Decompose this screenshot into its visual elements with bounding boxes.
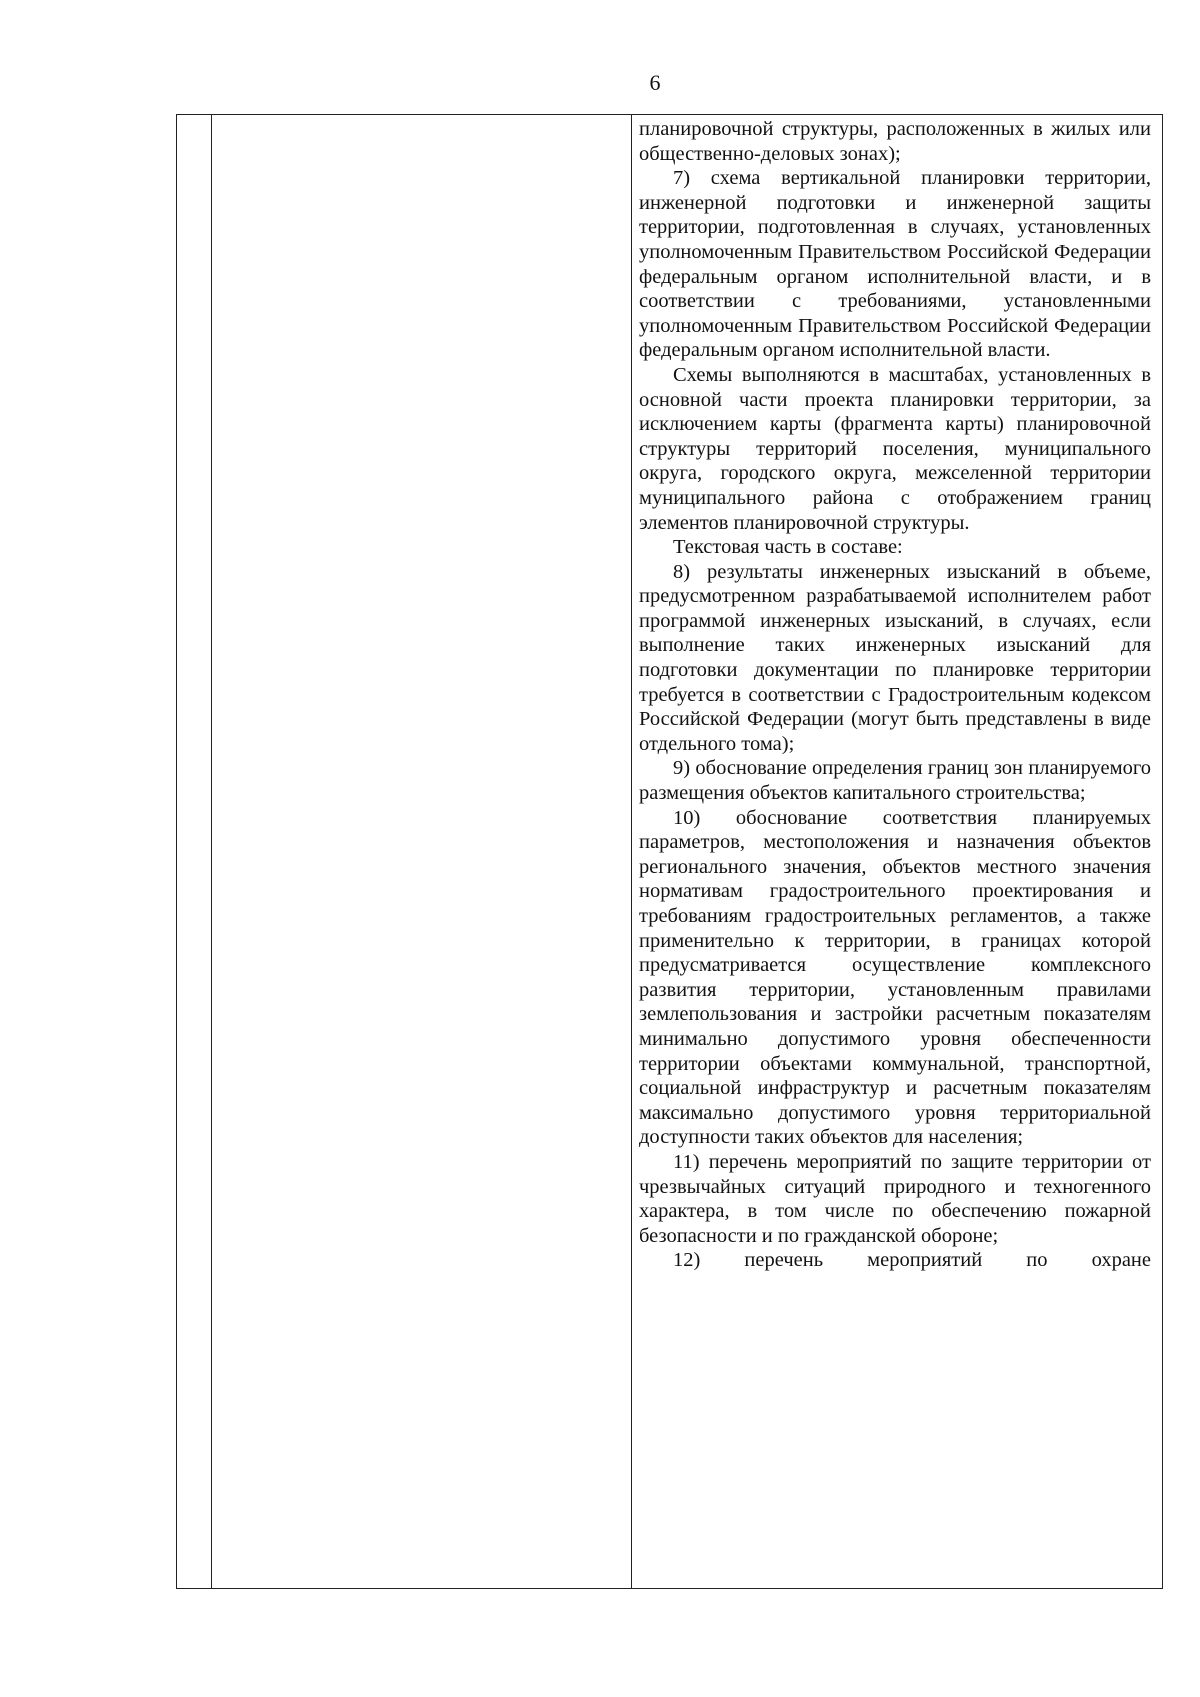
paragraph-item-8: 8) результаты инженерных изысканий в объеме, предусмотренном разрабатываемой исполнителем работ программой инженерных изысканий, в случаях, если выполнение таких инженерных изысканий для подготовки документации по планировке территории требуется в соответствии с Градостроительным кодексом Российской Федерации (могут быть представлены в виде отдельного тома);	[639, 560, 1151, 755]
document-table	[176, 114, 1163, 1589]
page-number: 6	[649, 70, 661, 95]
paragraph-item-12: 12) перечень мероприятий по охране	[673, 1249, 1151, 1272]
paragraph-item-7: 7) схема вертикальной планировки территории, инженерной подготовки и инженерной защиты территории, подготовленная в случаях, установленных уполномоченным Правительством Российской Федерации федеральным органом исполнительной власти, и в соответствии с требованиями, установленными уполномоченным Правительством Российской Федерации федеральным органом исполнительной власти.	[639, 167, 1151, 362]
column-divider-1	[211, 115, 212, 1588]
table-text-cell	[639, 117, 1151, 1272]
paragraph-continuation: планировочной структуры, расположенных в жилых или общественно-деловых зонах);	[639, 118, 1151, 165]
paragraph-item-11: 11) перечень мероприятий по защите территории от чрезвычайных ситуаций природного и техногенного характера, в том числе по обеспечению пожарной безопасности и по гражданской обороне;	[639, 1150, 1151, 1247]
paragraph-text-part-heading: Текстовая часть в составе:	[673, 536, 903, 559]
paragraph-item-9: 9) обоснование определения границ зон планируемого размещения объектов капитального строительства;	[639, 757, 1151, 805]
paragraph-item-10: 10) обоснование соответствия планируемых параметров, местоположения и назначения объектов регионального значения, объектов местного значения нормативам градостроительного проектирования и требованиям градостроительных регламентов, а также применительно к территории, в границах которой предусматривается осуществление комплексного развития территории, установленным правилами землепользования и застройки расчетным показателям минимально допустимого уровня обеспеченности территории объектами коммунальной, транспортной, социальной инфраструктур и расчетным показателям максимально допустимого уровня территориальной доступности таких объектов для населения;	[639, 806, 1151, 1149]
column-divider-2	[631, 115, 632, 1588]
paragraph-schemes: Схемы выполняются в масштабах, установленных в основной части проекта планировки территории, за исключением карты (фрагмента карты) планировочной структуры территорий поселения, муниципального округа, городского округа, межселенной территории муниципального района с отображением границ элементов планировочной структуры.	[639, 363, 1151, 534]
